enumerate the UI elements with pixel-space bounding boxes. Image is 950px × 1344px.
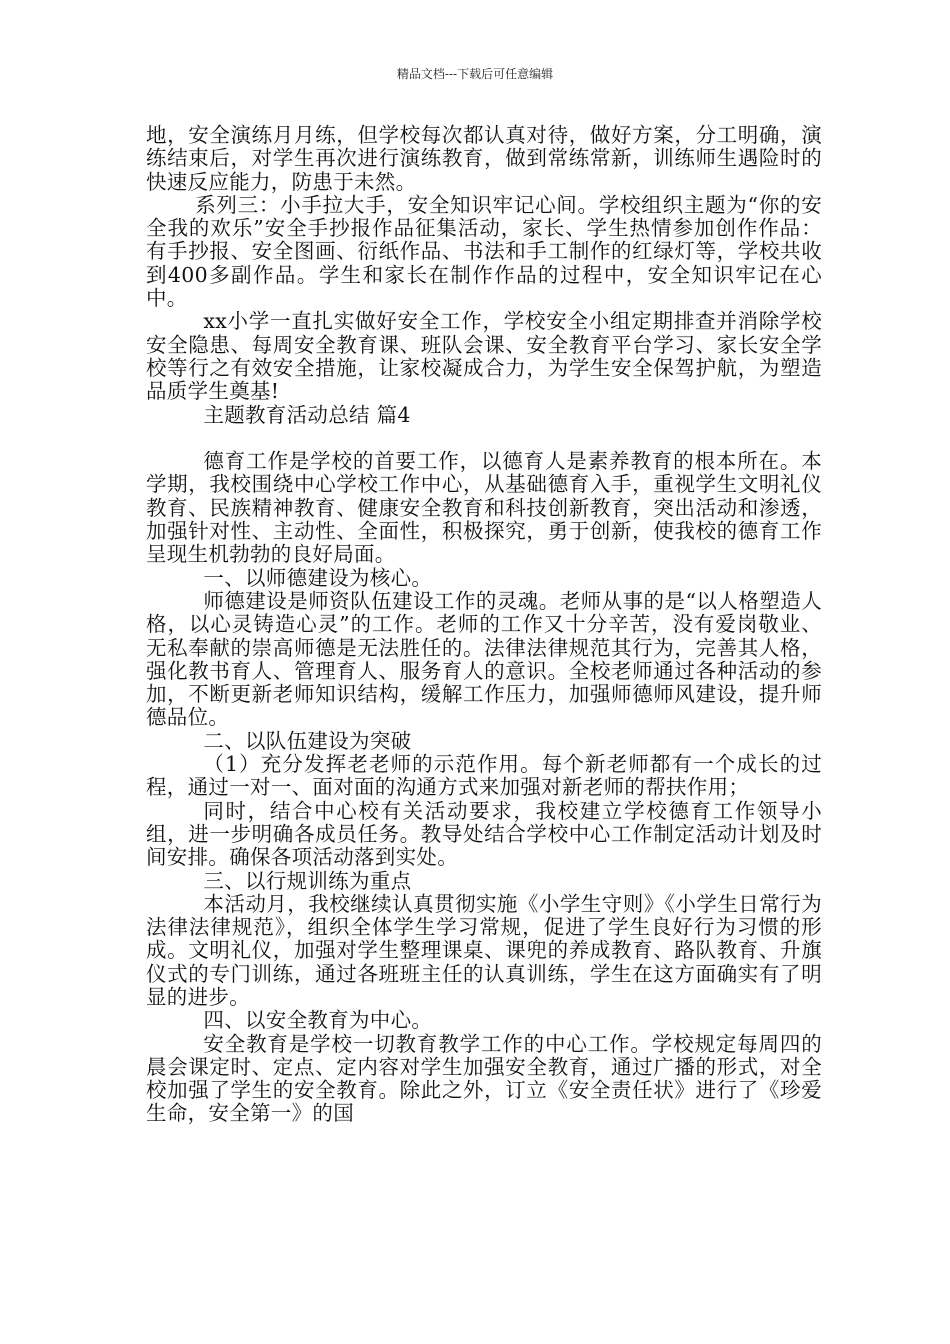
page-header: 精品文档---下载后可任意编辑 bbox=[396, 67, 554, 81]
paragraph-leadership-group: 同时，结合中心校有关活动要求，我校建立学校德育工作领导小组，进一步明确各成员任务。教导处结合学校中心工作制定活动计划及时间安排。确保各项活动落到实处。 bbox=[146, 798, 822, 870]
blank-line bbox=[146, 427, 822, 450]
section-heading-part4: 主题教育活动总结 篇4 bbox=[203, 402, 411, 427]
heading-behavior-training: 三、以行规训练为重点 bbox=[203, 868, 412, 893]
paragraph-behavior-training: 本活动月，我校继续认真贯彻实施《小学生守则》《小学生日常行为法律法律规范》，组织全体学生学习常规，促进了学生良好行为习惯的形成。文明礼仪，加强对学生整理课桌、课兜的养成教育、路队教育、升旗仪式的专门训练，通过各班班主任的认真训练，学生在这方面确实有了明显的进步。 bbox=[146, 891, 822, 1009]
paragraph-mentoring: （1）充分发挥老老师的示范作用。每个新老师都有一个成长的过程，通过一对一、面对面的沟通方式来加强对新老师的帮扶作用； bbox=[146, 752, 822, 800]
heading-team-building: 二、以队伍建设为突破 bbox=[203, 728, 412, 753]
paragraph-moral-education-intro: 德育工作是学校的首要工作，以德育人是素养教育的根本所在。本学期，我校围绕中心学校工作中心，从基础德育入手，重视学生文明礼仪教育、民族精神教育、健康安全教育和科技创新教育，突出活动和渗透，加强针对性、主动性、全面性，积极探究，勇于创新，使我校的德育工作呈现生机勃勃的良好局面。 bbox=[146, 449, 822, 567]
paragraph-safety-education: 安全教育是学校一切教育教学工作的中心工作。学校规定每周四的晨会课定时、定点、定内容对学生加强安全教育，通过广播的形式，对全校加强了学生的安全教育。除此之外，订立《安全责任状》进行了《珍爱生命，安全第一》的国 bbox=[146, 1031, 822, 1126]
heading-teacher-ethics: 一、以师德建设为核心。 bbox=[203, 565, 433, 590]
paragraph-series-three: 系列三：小手拉大手，安全知识牢记心间。学校组织主题为“你的安全我的欢乐”安全手抄报作品征集活动，家长、学生热情参加创作作品：有手抄报、安全图画、衍纸作品、书法和手工制作的红绿灯等，学校共收到400多副作品。学生和家长在制作作品的过程中，安全知识牢记在心中。 bbox=[146, 192, 822, 311]
document-body bbox=[146, 124, 822, 1126]
heading-safety-education: 四、以安全教育为中心。 bbox=[203, 1008, 433, 1033]
paragraph-school-safety: xx小学一直扎实做好安全工作，学校安全小组定期排查并消除学校安全隐患、每周安全教育课、班队会课、安全教育平台学习、家长安全学校等行之有效安全措施，让家校凝成合力，为学生安全保驾护航，为塑造品质学生奠基! bbox=[146, 309, 822, 404]
paragraph-drill-continued: 地，安全演练月月练，但学校每次都认真对待，做好方案，分工明确，演练结束后，对学生再次进行演练教育，做到常练常新，训练师生遇险时的快速反应能力，防患于未然。 bbox=[146, 123, 822, 194]
paragraph-teacher-ethics: 师德建设是师资队伍建设工作的灵魂。老师从事的是“以人格塑造人格，以心灵铸造心灵”的工作。老师的工作又十分辛苦，没有爱岗敬业、无私奉献的崇高师德是无法胜任的。法律法律规范其行为，完善其人格，强化教书育人、管理育人、服务育人的意识。全校老师通过各种活动的参加，不断更新老师知识结构，缓解工作压力，加强师德师风建设，提升师德品位。 bbox=[146, 588, 822, 730]
